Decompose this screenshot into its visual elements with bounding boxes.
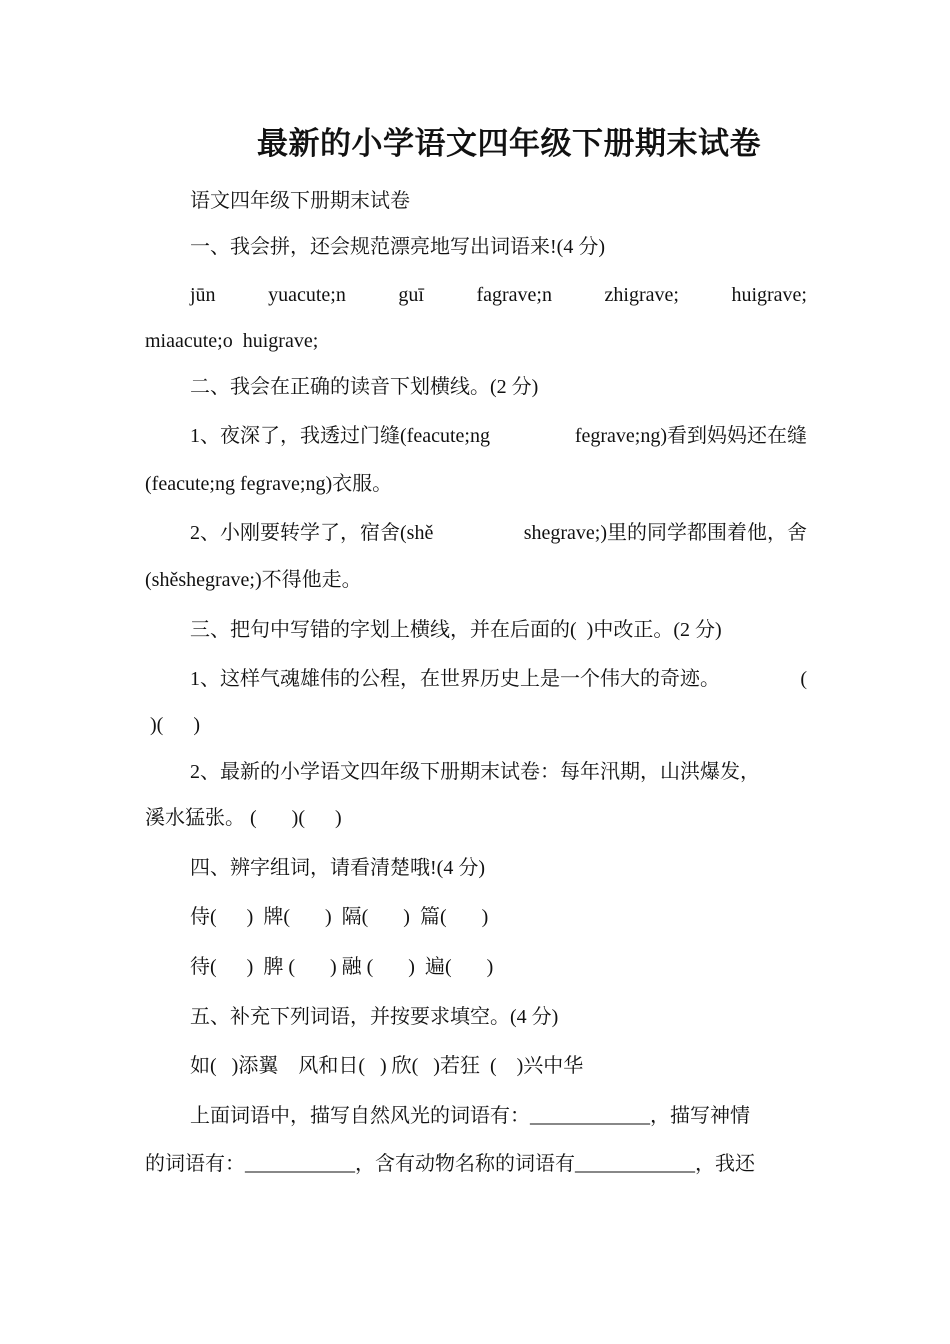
text-fragment: 1、夜深了，我透过门缝(feacute;ng bbox=[190, 425, 490, 447]
section4-row2: 待( ) 脾 ( ) 融 ( ) 遍( ) bbox=[190, 956, 494, 978]
page-title: 最新的小学语文四年级下册期末试卷 bbox=[257, 126, 761, 161]
section1-heading: 一、我会拼，还会规范漂亮地写出词语来!(4 分) bbox=[190, 236, 605, 258]
section1-pinyin-row2: miaacute;o huigrave; bbox=[145, 330, 319, 352]
section4-row1: 侍( ) 牌( ) 隔( ) 篇( ) bbox=[190, 906, 489, 928]
section5-fill-line2: 的词语有：___________，含有动物名称的词语有____________，我还 bbox=[145, 1153, 755, 1175]
section3-q1-line1 bbox=[190, 664, 807, 694]
section2-q1-line1 bbox=[190, 421, 807, 451]
section3-q1-line2: )( ) bbox=[145, 714, 200, 736]
section4-heading: 四、辨字组词，请看清楚哦!(4 分) bbox=[190, 857, 485, 879]
text-fragment: 2、小刚要转学了，宿舍(shě bbox=[190, 522, 434, 544]
text-fragment: shegrave;)里的同学都围着他，舍 bbox=[523, 522, 807, 544]
text-fragment: ( bbox=[800, 668, 807, 690]
subtitle: 语文四年级下册期末试卷 bbox=[190, 190, 410, 212]
section3-heading: 三、把句中写错的字划上横线，并在后面的( )中改正。(2 分) bbox=[190, 619, 722, 641]
section5-heading: 五、补充下列词语，并按要求填空。(4 分) bbox=[190, 1006, 559, 1028]
section2-q2-line1 bbox=[190, 518, 807, 548]
section2-heading: 二、我会在正确的读音下划横线。(2 分) bbox=[190, 376, 539, 398]
section3-q2-line1: 2、最新的小学语文四年级下册期末试卷：每年汛期，山洪爆发， bbox=[190, 761, 760, 783]
section5-words: 如( )添翼 风和日( ) 欣( )若狂 ( )兴中华 bbox=[190, 1055, 584, 1077]
section2-q1-line2: (feacute;ng fegrave;ng)衣服。 bbox=[145, 473, 393, 495]
pinyin-item: fagrave;n bbox=[476, 284, 552, 306]
section1-pinyin-row1 bbox=[190, 280, 807, 310]
pinyin-item: yuacute;n bbox=[268, 284, 346, 306]
pinyin-item: zhigrave; bbox=[604, 284, 679, 306]
text-fragment: 1、这样气魂雄伟的公程，在世界历史上是一个伟大的奇迹。 bbox=[190, 668, 720, 690]
section5-fill-line1: 上面词语中，描写自然风光的词语有：____________，描写神情 bbox=[190, 1105, 750, 1127]
pinyin-item: guī bbox=[398, 284, 424, 306]
section2-q2-line2: (shěshegrave;)不得他走。 bbox=[145, 569, 362, 591]
text-fragment: fegrave;ng)看到妈妈还在缝 bbox=[574, 425, 807, 447]
pinyin-item: huigrave; bbox=[731, 284, 807, 306]
section3-q2-line2: 溪水猛张。 ( )( ) bbox=[145, 807, 342, 829]
pinyin-item: jūn bbox=[190, 284, 216, 306]
